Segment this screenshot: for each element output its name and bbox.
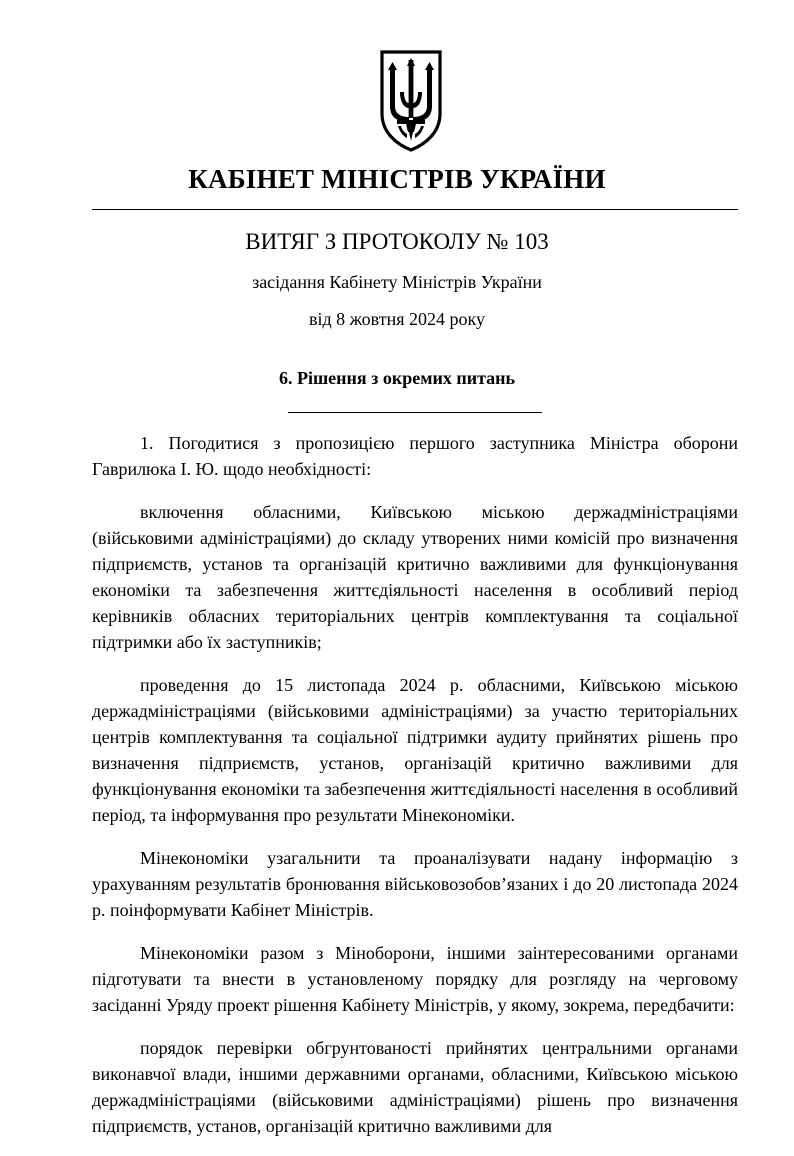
paragraph-item-1: 1. Погодитися з пропозицією першого заступника Міністра оборони Гаврилюка І. Ю. щодо необхідності: — [92, 433, 738, 479]
organization-title: КАБІНЕТ МІНІСТРІВ УКРАЇНИ — [188, 164, 606, 194]
document-title: ВИТЯГ З ПРОТОКОЛУ № 103 — [245, 229, 549, 254]
section-heading: 6. Рішення з окремих питань — [278, 368, 516, 388]
section-underline — [288, 412, 542, 413]
paragraph-mineconomy-draft: Мінекономіки разом з Міноборони, іншими заінтересованими органами підготувати та внести в установленому порядку для розгляду на черговому засіданні Уряду проект рішення Кабінету Міністрів, у якому, зокрема, передбачити: — [92, 943, 738, 1015]
document-date: від 8 жовтня 2024 року — [309, 309, 485, 329]
document-body — [92, 430, 738, 1156]
document-subtitle: засідання Кабінету Міністрів України — [252, 272, 542, 292]
paragraph-inclusion: включення обласними, Київською міською держадміністраціями (військовими адміністраціями) до складу утворених ними комісій про визначення підприємств, установ та організацій критично важливими для функціонування економіки та забезпечення життєдіяльності населення в особливий період керівників обласних територіальних центрів комплектування та соціальної підтримки або їх заступників; — [92, 502, 738, 652]
paragraph-verification-procedure: порядок перевірки обгрунтованості прийнятих центральними органами виконавчої влади, іншими державними органами, обласними, Київською міською держадміністраціями (військовими адміністраціями) рішень про визначення підприємств, установ, організацій критично важливими для — [92, 1038, 738, 1136]
paragraph-audit: проведення до 15 листопада 2024 р. обласними, Київською міською держадміністраціями (військовими адміністраціями) за участю територіальних центрів комплектування та соціальної підтримки аудиту прийнятих рішень про визначення підприємств, установ, організацій критично важливими для функціонування економіки та забезпечення життєдіяльності населення в особливий період, та інформування про результати Мінекономіки. — [92, 675, 738, 825]
paragraph-mineconomy-analysis: Мінекономіки узагальнити та проаналізувати надану інформацію з урахуванням результатів бронювання військовозобов’язаних і до 20 листопада 2024 р. поінформувати Кабінет Міністрів. — [92, 848, 738, 920]
trident-emblem-icon — [376, 48, 446, 152]
header-divider — [92, 209, 738, 210]
